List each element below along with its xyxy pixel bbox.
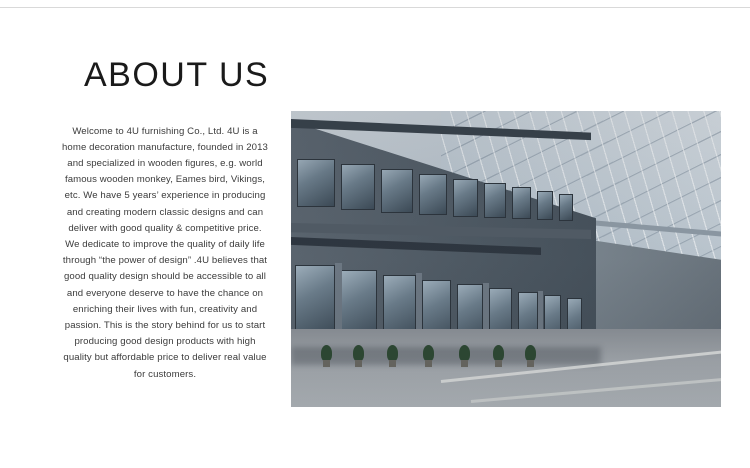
potted-plant (387, 345, 398, 361)
potted-plant (459, 345, 470, 361)
upper-window-row (291, 153, 591, 213)
building-shadow (291, 347, 601, 365)
potted-plant (321, 345, 332, 361)
potted-plant (423, 345, 434, 361)
page-title: ABOUT US (84, 56, 270, 94)
about-us-body-text: Welcome to 4U furnishing Co., Ltd. 4U is a home decoration manufacture, founded in 2013 and specialized in wooden figures, e.g. world famous wooden monkey, Eames bird, Vikings, etc. We have 5 years’ experience in producing and creating modern classic designs and can deliver with good quality & competitive price. We dedicate to improve the quality of daily life through “the power of design” .4U believes that good quality design should be accessible to all and everyone deserve to have the chance on enriching their lives with fun, creativity and passion. This is the story behind for us to start producing good design products with high quality but affordable price to deliver real value for customers. (61, 125, 268, 380)
potted-plant (525, 345, 536, 361)
factory-photo (291, 111, 721, 407)
potted-plant (353, 345, 364, 361)
ground-pavement (291, 329, 721, 407)
factory-photo-image (291, 111, 721, 407)
potted-plant (493, 345, 504, 361)
top-divider (0, 7, 750, 8)
